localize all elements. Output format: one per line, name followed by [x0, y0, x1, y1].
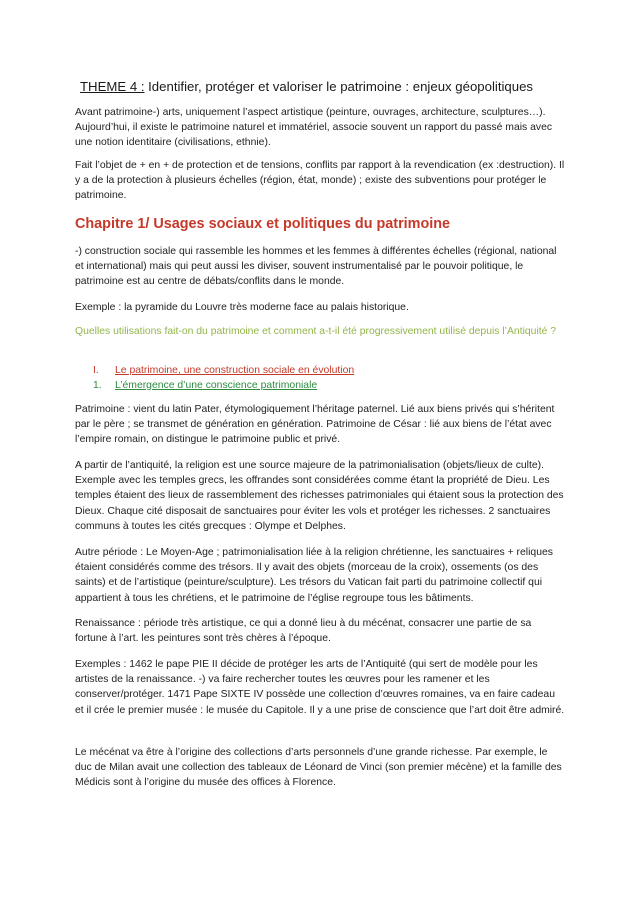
- intro-paragraph-1: Avant patrimoine-) arts, uniquement l’aspect artistique (peinture, ouvrages, architecture, sculptures…). Aujourd’hui, il existe le patrimoine naturel et immatériel, associe souvent un rapport du passé mais avec une notion identitaire (civilisations, ethnie).: [75, 107, 553, 149]
- intro-paragraph-2: Fait l’objet de + en + de protection et de tensions, conflits par rapport à la revendication (ex :destruction). Il y a de la protection à plusieurs échelles (région, état, monde) ; existe des subventions pour protéger le patrimoine.: [75, 160, 565, 202]
- body-paragraph-renaissance: Renaissance : période très artistique, ce qui a donné lieu à du mécénat, consacrer une partie de sa fortune à l’art. les peintures sont très chères à l’époque.: [75, 618, 532, 645]
- document-title: [80, 78, 580, 95]
- section-heading-1: [93, 363, 354, 378]
- section-number: I.: [93, 365, 99, 376]
- body-paragraph-mecenat: Le mécénat va être à l’origine des collections d’arts personnels d’une grande richesse. Par exemple, le duc de Milan avait une collection des tableaux de Léonard de Vinci (son premier mécène) et la famille des Médicis sont à l’origine du musée des offices à Florence.: [75, 747, 562, 789]
- subsection-title: L’émergence d’une conscience patrimoniale: [115, 380, 318, 391]
- body-paragraph-patrimoine: Patrimoine : vient du latin Pater, étymologiquement l’héritage paternel. Lié aux biens privés qui s’héritent par le père ; se transmet de génération en génération. Patrimoine de César : lié aux biens de l’état avec l’empire romain, on distingue le patrimoine public et privé.: [75, 404, 555, 446]
- subsection-number: 1.: [93, 380, 102, 391]
- theme-title-text: Identifier, protéger et valoriser le patrimoine : enjeux géopolitiques: [144, 79, 534, 94]
- body-paragraph-antiquite: A partir de l’antiquité, la religion est une source majeure de la patrimonialisation (objets/lieux de culte). Exemple avec les temples grecs, les offrandes sont considérées comme étant la propriété de Dieu. Les temples étaient des lieux de rassemblement des richesses patrimoniales qui étaient sous la protection des Dieux. Chaque cité disposait de sanctuaires pour éviter les vols et protéger les richesses. 2 sanctuaires communs à toutes les cités grecques : Olympe et Delphes.: [75, 460, 564, 532]
- example-paragraph: Exemple : la pyramide du Louvre très moderne face au palais historique.: [75, 302, 409, 313]
- body-paragraph-moyen-age: Autre période : Le Moyen-Age ; patrimonialisation liée à la religion chrétienne, les sanctuaires + reliques étaient considérés comme des trésors. Il y avait des objets (morceau de la croix), ossements (os des saints) et de l’artistique (peinture/sculpture). Les trésors du Vatican fait parti du patrimoine collectif qui appartient à tous les chrétiens, et le patrimoine de l’église regroupe tous les bâtiments.: [75, 547, 553, 604]
- subsection-heading-1: [93, 378, 317, 393]
- theme-label: THEME 4 :: [80, 79, 145, 94]
- chapter-paragraph-1: -) construction sociale qui rassemble les hommes et les femmes à différentes échelles (régional, national et international) mais qui peut aussi les diviser, souvent instrumentalisé par le pouvoir politique, le patrimoine est au centre de débats/conflits dans le monde.: [75, 246, 557, 288]
- section-title: Le patrimoine, une construction sociale en évolution: [115, 365, 355, 376]
- body-paragraph-exemples: Exemples : 1462 le pape PIE II décide de protéger les arts de l’Antiquité (qui sert de modèle pour les artistes de la renaissance. -) va faire rechercher toutes les œuvres pour les ramener et les conserver/protéger. 1471 Pape SIXTE IV possède une collection d’œuvres romaines, va en faire cadeau et il crée le premier musée : le musée du Capitole. Il y a une prise de conscience que l’art doit être admiré.: [75, 659, 565, 716]
- guiding-question: Quelles utilisations fait-on du patrimoine et comment a-t-il été progressivement utilisé depuis l’Antiquité ?: [75, 326, 557, 337]
- chapter-heading: Chapitre 1/ Usages sociaux et politiques du patrimoine: [75, 216, 451, 232]
